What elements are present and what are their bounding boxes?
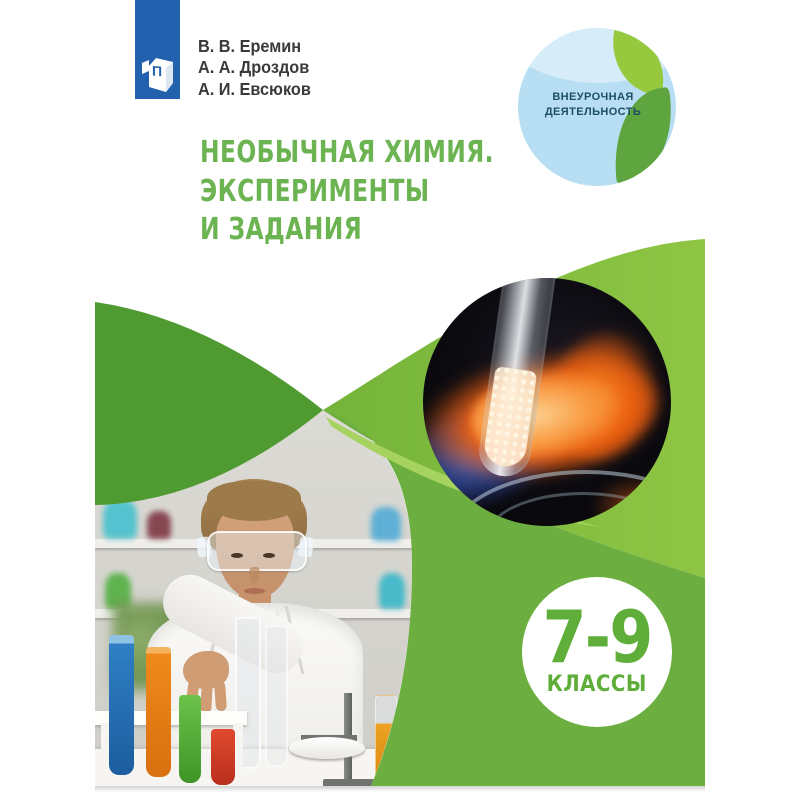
series-badge-text: [518, 90, 668, 120]
series-badge: [518, 28, 676, 186]
flame-photo-circle: [423, 278, 671, 526]
grade-badge: [522, 577, 672, 727]
authors-block: [198, 36, 311, 100]
grade-label: КЛАССЫ: [546, 672, 648, 698]
grade-range: 7-9: [542, 594, 652, 679]
series-badge-line2: ДЕЯТЕЛЬНОСТЬ: [544, 106, 642, 118]
dark-leaf-shape: [95, 302, 323, 505]
book-title: [200, 134, 494, 250]
publisher-logo: [135, 0, 180, 99]
title-line: НЕОБЫЧНАЯ ХИМИЯ.: [200, 135, 494, 170]
series-badge-line1: ВНЕУРОЧНАЯ: [552, 91, 634, 103]
book-cover: [95, 0, 705, 787]
glowing-crystals: [482, 366, 537, 469]
author-line: А. А. Дроздов: [198, 57, 310, 78]
title-line: И ЗАДАНИЯ: [200, 212, 363, 247]
author-line: В. В. Еремин: [198, 36, 302, 56]
title-line: ЭКСПЕРИМЕНТЫ: [200, 173, 430, 209]
publisher-logo-letter: П: [152, 62, 163, 80]
author-line: А. И. Евсюков: [198, 78, 311, 99]
